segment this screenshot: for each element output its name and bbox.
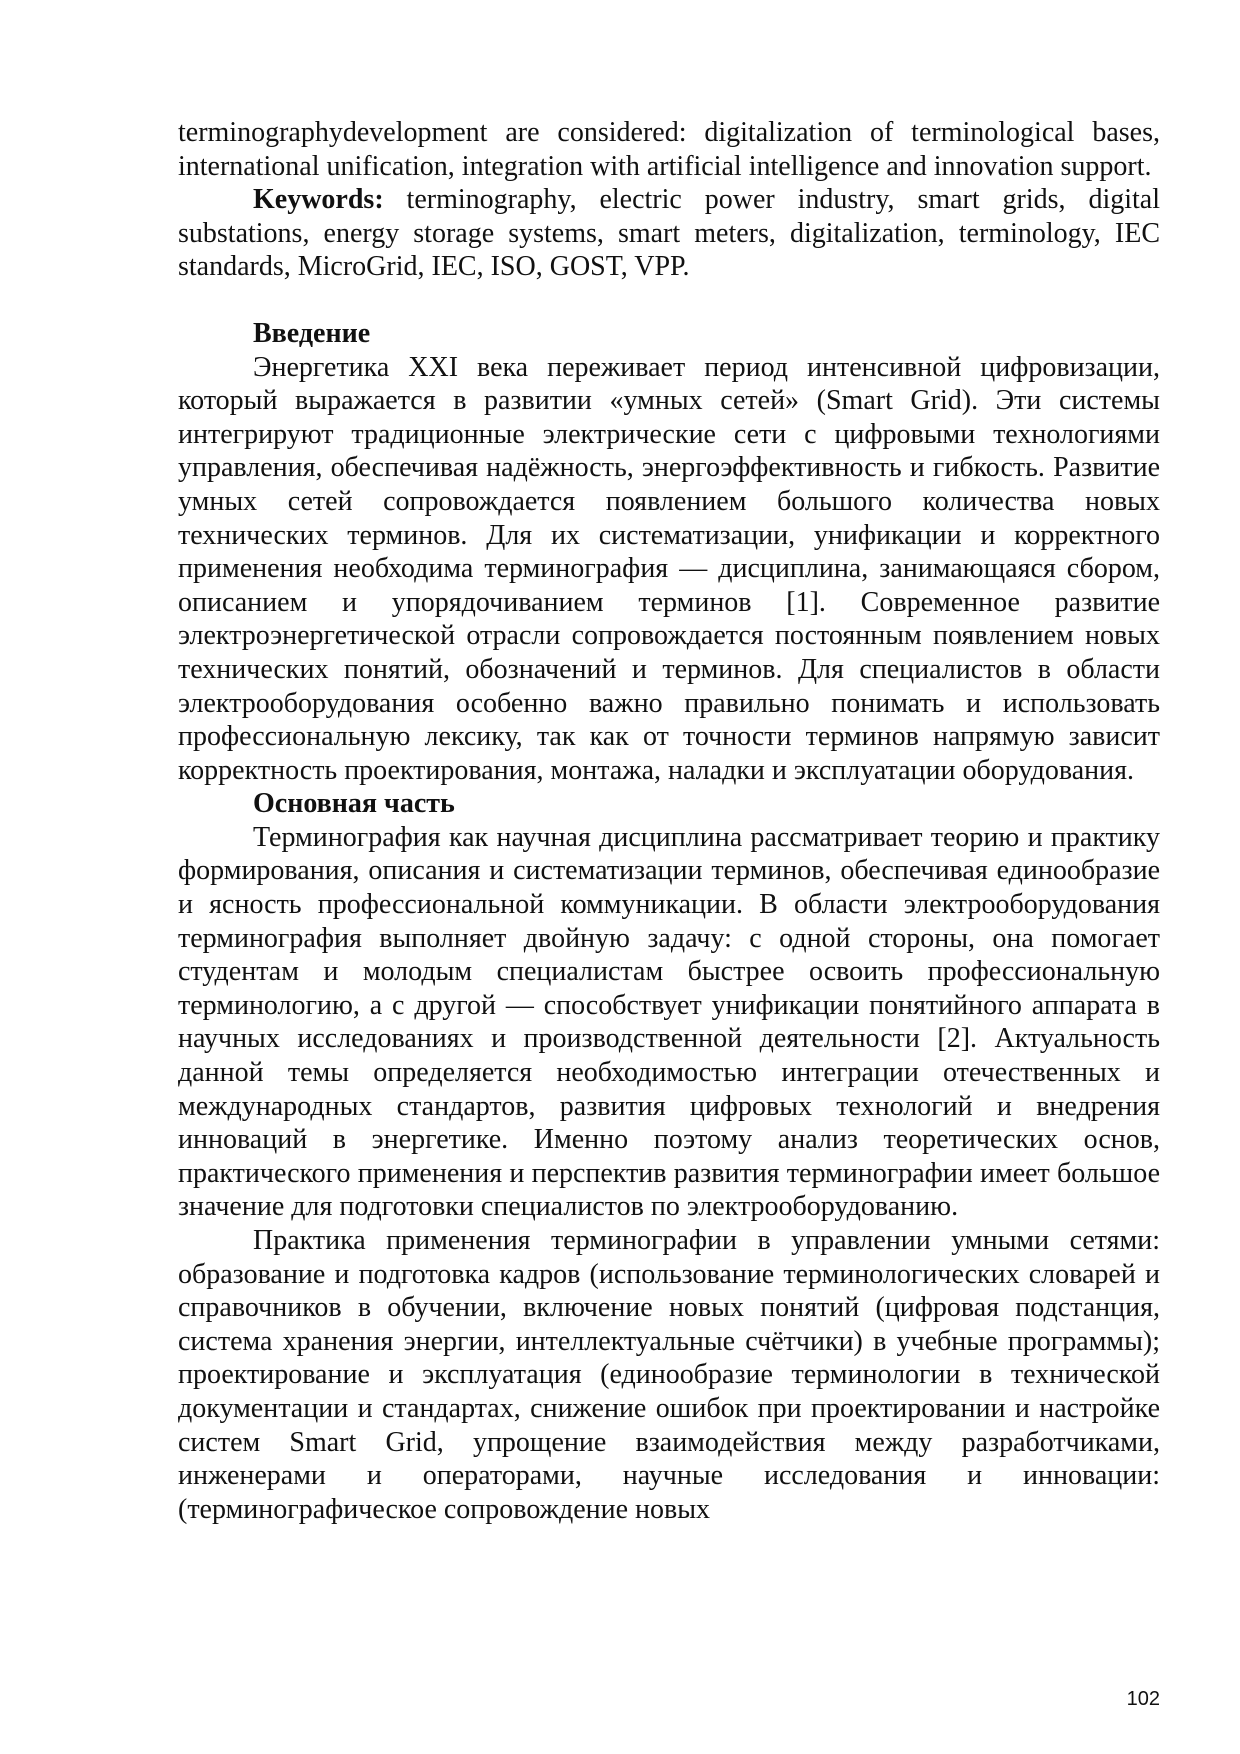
main-paragraph-2: Практика применения терминографии в управлении умными сетями: образование и подготовка кадров (использование терминологических словарей и справочников в обучении, включение новых понятий (цифровая подстанция, система хранения энергии, интеллектуальные счётчики) в учебные программы); проектирование и эксплуатация (единообразие терминологии в технической документации и стандартах, снижение ошибок при проектировании и настройке систем Smart Grid, упрощение взаимодействия между разработчиками, инженерами и операторами, научные исследования и инновации: (терминографическое сопровождение новых	[178, 1225, 1160, 1525]
keywords-paragraph	[178, 183, 1160, 284]
intro-paragraph: Энергетика XXI века переживает период интенсивной цифровизации, который выражается в развитии «умных сетей» (Smart Grid). Эти системы интегрируют традиционные электрические сети с цифровыми технологиями управления, обеспечивая надёжность, энергоэффективность и гибкость. Развитие умных сетей сопровождается появлением большого количества новых технических терминов. Для их систематизации, унификации и корректного применения необходима терминография — дисциплина, занимающаяся сбором, описанием и упорядочиванием терминов [1]. Современное развитие электроэнергетической отрасли сопровождается постоянным появлением новых технических понятий, обозначений и терминов. Для специалистов в области электрооборудования особенно важно правильно понимать и использовать профессиональную лексику, так как от точности терминов напрямую зависит корректность проектирования, монтажа, наладки и эксплуатации оборудования.	[178, 351, 1160, 786]
document-page	[178, 116, 1160, 1526]
intro-heading: Введение	[253, 317, 371, 349]
main-paragraph-1: Терминография как научная дисциплина рассматривает теорию и практику формирования, описания и систематизации терминов, обеспечивая единообразие и ясность профессиональной коммуникации. В области электрооборудования терминография выполняет двойную задачу: с одной стороны, она помогает студентам и молодым специалистам быстрее освоить профессиональную терминологию, а с другой — способствует унификации понятийного аппарата в научных исследованиях и производственной деятельности [2]. Актуальность данной темы определяется необходимостью интеграции отечественных и международных стандартов, развития цифровых технологий и внедрения инноваций в энергетике. Именно поэтому анализ теоретических основ, практического применения и перспектив развития терминографии имеет большое значение для подготовки специалистов по электрооборудованию.	[178, 821, 1160, 1223]
section-gap	[178, 284, 1160, 317]
abstract-end-paragraph: terminographydevelopment are considered: digitalization of terminological bases, international unification, integration with artificial intelligence and innovation support.	[178, 117, 1160, 182]
keywords-text: terminography, electric power industry, smart grids, digital substations, energy storage systems, smart meters, digitalization, terminology, IEC standards, MicroGrid, IEC, ISO, GOST, VPP.	[178, 184, 1160, 283]
main-heading: Основная часть	[253, 788, 455, 820]
page-number: 102	[1126, 1688, 1160, 1710]
keywords-label: Keywords:	[253, 184, 384, 216]
